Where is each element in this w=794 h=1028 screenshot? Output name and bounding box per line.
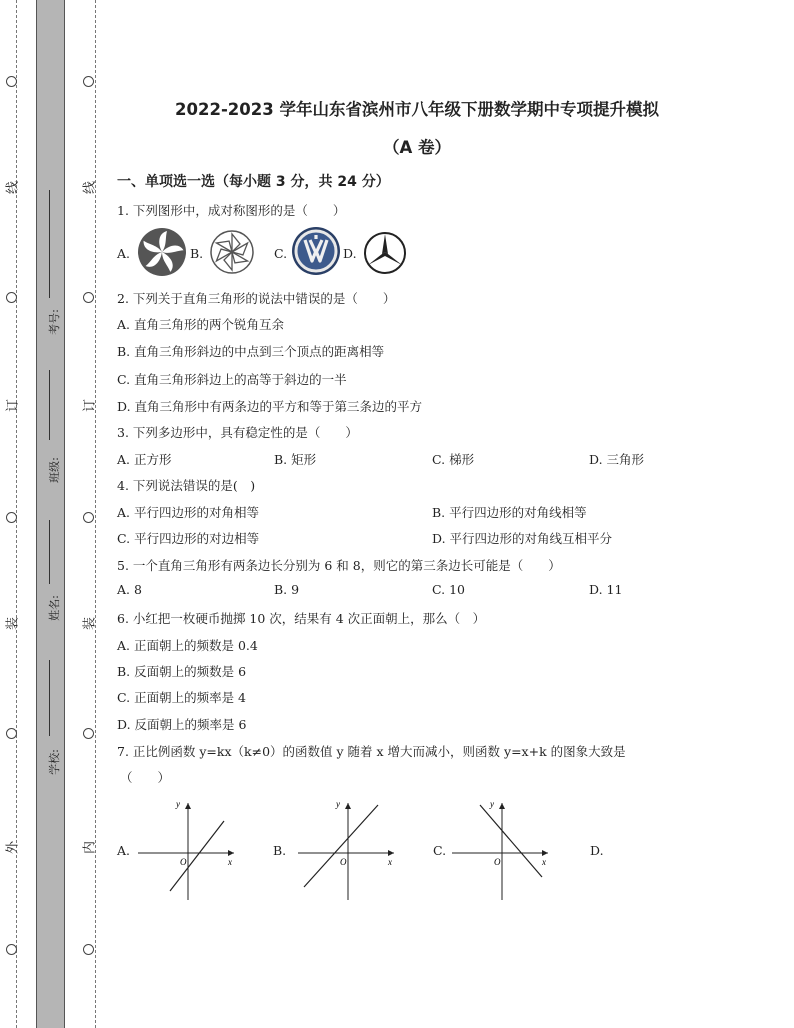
q3-option-c[interactable]: C. 梯形 bbox=[432, 452, 475, 467]
q6-option-c[interactable]: C. 正面朝上的频率是 4 bbox=[117, 690, 246, 705]
inner-char-order: 订 bbox=[82, 399, 98, 413]
field-name[interactable]: 姓名: bbox=[37, 520, 63, 640]
outer-char-outside: 外 bbox=[5, 841, 21, 855]
binding-hole-icon bbox=[83, 292, 94, 303]
q2-option-d[interactable]: D. 直角三角形中有两条边的平方和等于第三条边的平方 bbox=[117, 399, 423, 414]
q4-option-d[interactable]: D. 平行四边形的对角线互相平分 bbox=[432, 531, 613, 546]
q7a-y-label: y bbox=[176, 799, 180, 809]
q7-label-a: A. bbox=[117, 843, 131, 858]
binding-hole-icon bbox=[83, 944, 94, 955]
q6-option-d[interactable]: D. 反面朝上的频率是 6 bbox=[117, 717, 247, 732]
page-title: 2022-2023 学年山东省滨州市八年级下册数学期中专项提升模拟 bbox=[175, 100, 659, 119]
bauhinia-emblem-icon bbox=[137, 227, 187, 277]
question-7-stem: 7. 正比例函数 y=kx（k≠0）的函数值 y 随着 x 增大而减小，则函数 y=x+k 的图象大致是 bbox=[117, 744, 626, 759]
binding-hole-icon bbox=[6, 944, 17, 955]
field-class[interactable]: 班级: bbox=[37, 370, 63, 490]
binding-hole-icon bbox=[6, 512, 17, 523]
binding-hole-icon bbox=[6, 76, 17, 87]
q7-label-c: C. bbox=[433, 843, 447, 858]
q4-option-c[interactable]: C. 平行四边形的对边相等 bbox=[117, 531, 260, 546]
question-3-stem: 3. 下列多边形中，具有稳定性的是（ ） bbox=[117, 425, 358, 440]
binding-hole-icon bbox=[6, 292, 17, 303]
question-7-paren: （ ） bbox=[120, 770, 171, 785]
outer-char-line: 线 bbox=[5, 181, 21, 195]
inner-char-line: 线 bbox=[82, 181, 98, 195]
section-heading: 一、单项选一选（每小题 3 分，共 24 分） bbox=[117, 174, 390, 190]
question-4-stem: 4. 下列说法错误的是( ) bbox=[117, 478, 256, 493]
binding-hole-icon bbox=[83, 76, 94, 87]
q7a-origin: O bbox=[180, 857, 187, 867]
outer-char-order: 订 bbox=[5, 399, 21, 413]
question-2-stem: 2. 下列关于直角三角形的说法中错误的是（ ） bbox=[117, 291, 396, 306]
q5-option-b[interactable]: B. 9 bbox=[274, 582, 300, 597]
mercedes-logo-icon bbox=[363, 231, 407, 275]
q1-label-a: A. bbox=[117, 246, 131, 261]
q6-option-a[interactable]: A. 正面朝上的频数是 0.4 bbox=[117, 638, 258, 653]
question-5-stem: 5. 一个直角三角形有两条边长分别为 6 和 8，则它的第三条边长可能是（ ） bbox=[117, 558, 561, 573]
page-subtitle: （A 卷） bbox=[382, 138, 451, 157]
q3-option-b[interactable]: B. 矩形 bbox=[274, 452, 317, 467]
field-exam-number[interactable]: 考号: bbox=[37, 190, 63, 340]
q6-option-b[interactable]: B. 反面朝上的频数是 6 bbox=[117, 664, 247, 679]
question-6-stem: 6. 小红把一枚硬币抛掷 10 次，结果有 4 次正面朝上，那么（ ） bbox=[117, 611, 486, 626]
volkswagen-logo-icon bbox=[291, 226, 341, 276]
binding-hole-icon bbox=[83, 728, 94, 739]
q2-option-b[interactable]: B. 直角三角形斜边的中点到三个顶点的距离相等 bbox=[117, 344, 385, 359]
question-1-stem: 1. 下列图形中，成对称图形的是（ ） bbox=[117, 203, 346, 218]
inner-char-inside: 内 bbox=[82, 841, 98, 855]
q4-option-b[interactable]: B. 平行四边形的对角线相等 bbox=[432, 505, 587, 520]
q1-label-d: D. bbox=[343, 246, 357, 261]
q7b-y-label: y bbox=[336, 799, 340, 809]
q7-label-b: B. bbox=[273, 843, 287, 858]
outer-char-bind: 装 bbox=[5, 617, 21, 631]
q5-option-d[interactable]: D. 11 bbox=[589, 582, 623, 597]
q4-option-a[interactable]: A. 平行四边形的对角相等 bbox=[117, 505, 259, 520]
q7c-y-label: y bbox=[490, 799, 494, 809]
binding-hole-icon bbox=[6, 728, 17, 739]
binding-hole-icon bbox=[83, 512, 94, 523]
q2-option-c[interactable]: C. 直角三角形斜边上的高等于斜边的一半 bbox=[117, 372, 347, 387]
q1-label-c: C. bbox=[274, 246, 288, 261]
q7c-x-label: x bbox=[542, 857, 546, 867]
q7a-x-label: x bbox=[228, 857, 232, 867]
q1-label-b: B. bbox=[190, 246, 204, 261]
field-school[interactable]: 学校: bbox=[37, 660, 63, 780]
q5-option-a[interactable]: A. 8 bbox=[117, 582, 142, 597]
pinwheel-icon bbox=[209, 229, 255, 275]
inner-char-bind: 装 bbox=[82, 617, 98, 631]
q2-option-a[interactable]: A. 直角三角形的两个锐角互余 bbox=[117, 317, 284, 332]
q7-graph-c bbox=[450, 795, 560, 905]
q3-option-a[interactable]: A. 正方形 bbox=[117, 452, 172, 467]
q7c-origin: O bbox=[494, 857, 501, 867]
q7-graph-b bbox=[296, 795, 406, 905]
q3-option-d[interactable]: D. 三角形 bbox=[589, 452, 645, 467]
q5-option-c[interactable]: C. 10 bbox=[432, 582, 465, 597]
q7b-origin: O bbox=[340, 857, 347, 867]
q7b-x-label: x bbox=[388, 857, 392, 867]
q7-label-d: D. bbox=[590, 843, 604, 858]
q7-graph-a bbox=[136, 795, 246, 905]
